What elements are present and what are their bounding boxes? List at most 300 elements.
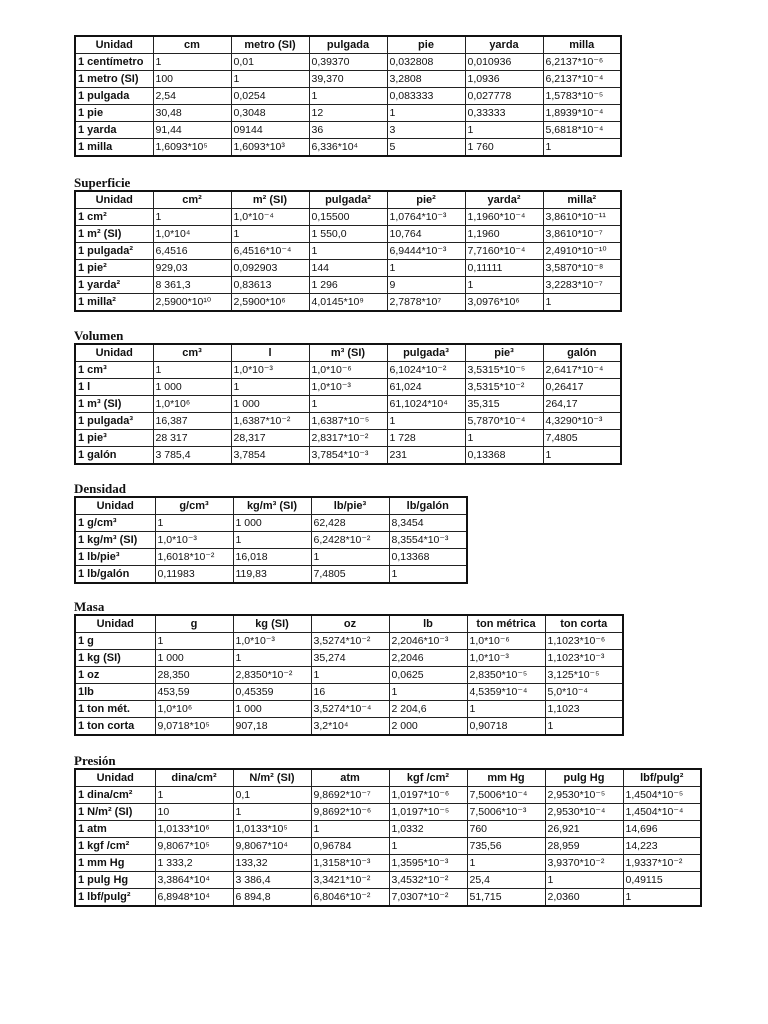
table-cell: 2,2046 — [389, 650, 467, 667]
table-cell: 10 — [155, 804, 233, 821]
table-cell: 5,6818*10⁻⁴ — [543, 122, 621, 139]
table-cell: 1 — [387, 413, 465, 430]
table-cell: 7,4805 — [543, 430, 621, 447]
header-row — [75, 344, 621, 362]
table-cell: 1 — [311, 667, 389, 684]
table-cell: 0,1 — [233, 787, 311, 804]
column-header: lbf/pulg² — [623, 769, 701, 787]
table-cell: 1 000 — [153, 379, 231, 396]
table-cell: 0,032808 — [387, 54, 465, 71]
table-cell: 0,010936 — [465, 54, 543, 71]
column-header: pulgada — [309, 36, 387, 54]
table-cell: 8,3454 — [389, 515, 467, 532]
column-header: m² (SI) — [231, 191, 309, 209]
table-cell: 3,3421*10⁻² — [311, 872, 389, 889]
table-cell: 14,696 — [623, 821, 701, 838]
row-label: 1 galón — [75, 447, 153, 465]
table-cell: 1 — [231, 379, 309, 396]
table-cell: 0,027778 — [465, 88, 543, 105]
row-label: 1 N/m² (SI) — [75, 804, 155, 821]
table-cell: 9,8067*10⁴ — [233, 838, 311, 855]
column-header: mm Hg — [467, 769, 545, 787]
table-cell: 231 — [387, 447, 465, 465]
table-cell: 2,54 — [153, 88, 231, 105]
table-cell: 3,2*10⁴ — [311, 718, 389, 736]
table-cell: 1,6093*10³ — [231, 139, 309, 157]
column-header: Unidad — [75, 497, 155, 515]
table-cell: 91,44 — [153, 122, 231, 139]
table-row — [75, 105, 621, 122]
table-cell: 30,48 — [153, 105, 231, 122]
column-header: kg/m³ (SI) — [233, 497, 311, 515]
row-label: 1 pie² — [75, 260, 153, 277]
table-cell: 1 — [543, 447, 621, 465]
column-header: l — [231, 344, 309, 362]
table-cell: 2,9530*10⁻⁵ — [545, 787, 623, 804]
table-cell: 1,6018*10⁻² — [155, 549, 233, 566]
table-cell: 2 204,6 — [389, 701, 467, 718]
table-cell: 6,1024*10⁻² — [387, 362, 465, 379]
table-cell: 0,13368 — [389, 549, 467, 566]
table-cell: 1 — [233, 804, 311, 821]
table-cell: 6,4516 — [153, 243, 231, 260]
table-row — [75, 532, 467, 549]
table-cell: 1,0*10⁶ — [155, 701, 233, 718]
table-cell: 1 760 — [465, 139, 543, 157]
table-cell: 25,4 — [467, 872, 545, 889]
column-header: pie³ — [465, 344, 543, 362]
table-cell: 3,5274*10⁻² — [311, 633, 389, 650]
column-header: pie² — [387, 191, 465, 209]
table-cell: 6,8948*10⁴ — [155, 889, 233, 907]
table-cell: 0,83613 — [231, 277, 309, 294]
table-row — [75, 139, 621, 157]
row-label: 1 pie³ — [75, 430, 153, 447]
table-cell: 2,8350*10⁻⁵ — [467, 667, 545, 684]
table-row — [75, 88, 621, 105]
table-cell: 3,2808 — [387, 71, 465, 88]
row-label: 1 pulgada³ — [75, 413, 153, 430]
table-row — [75, 243, 621, 260]
section-superficie — [74, 176, 622, 312]
table-cell: 1,3595*10⁻³ — [389, 855, 467, 872]
table-cell: 0,11111 — [465, 260, 543, 277]
row-label: 1 yarda² — [75, 277, 153, 294]
table-cell: 0,13368 — [465, 447, 543, 465]
table-cell: 1,0332 — [389, 821, 467, 838]
table-cell: 16 — [311, 684, 389, 701]
table-cell: 3,5315*10⁻² — [465, 379, 543, 396]
table-row — [75, 396, 621, 413]
table-cell: 1,0*10⁻³ — [467, 650, 545, 667]
table-cell: 8,3554*10⁻³ — [389, 532, 467, 549]
table-cell: 0,01 — [231, 54, 309, 71]
table-cell: 35,274 — [311, 650, 389, 667]
table-cell: 4,0145*10⁹ — [309, 294, 387, 312]
table-cell: 1 — [153, 54, 231, 71]
table-cell: 28,350 — [155, 667, 233, 684]
table-row — [75, 633, 623, 650]
column-header: ton corta — [545, 615, 623, 633]
table-cell: 7,5006*10⁻³ — [467, 804, 545, 821]
table-cell: 9,0718*10⁵ — [155, 718, 233, 736]
row-label: 1 milla² — [75, 294, 153, 312]
table-row — [75, 650, 623, 667]
table-cell: 1 — [231, 71, 309, 88]
table-cell: 1,1960*10⁻⁴ — [465, 209, 543, 226]
table-cell: 2,6417*10⁻⁴ — [543, 362, 621, 379]
table-cell: 1 000 — [155, 650, 233, 667]
table-cell: 0,49115 — [623, 872, 701, 889]
table-row — [75, 277, 621, 294]
table-cell: 28 317 — [153, 430, 231, 447]
table-cell: 0,96784 — [311, 838, 389, 855]
table-cell: 1 — [387, 260, 465, 277]
table-cell: 1,3158*10⁻³ — [311, 855, 389, 872]
table-cell: 6,336*10⁴ — [309, 139, 387, 157]
table-cell: 2,4910*10⁻¹⁰ — [543, 243, 621, 260]
table-row — [75, 209, 621, 226]
table-cell: 133,32 — [233, 855, 311, 872]
table-cell: 1 — [465, 277, 543, 294]
header-row — [75, 36, 621, 54]
table-cell: 9,8692*10⁻⁷ — [311, 787, 389, 804]
column-header: dina/cm² — [155, 769, 233, 787]
table-cell: 3,5315*10⁻⁵ — [465, 362, 543, 379]
header-row — [75, 191, 621, 209]
table-cell: 1 — [623, 889, 701, 907]
table-row — [75, 226, 621, 243]
row-label: 1 kg (SI) — [75, 650, 155, 667]
table-cell: 907,18 — [233, 718, 311, 736]
table-cell: 39,370 — [309, 71, 387, 88]
table-cell: 144 — [309, 260, 387, 277]
table-cell: 16,387 — [153, 413, 231, 430]
row-label: 1 g/cm³ — [75, 515, 155, 532]
table-cell: 9,8067*10⁵ — [155, 838, 233, 855]
column-header: milla — [543, 36, 621, 54]
table-cell: 61,1024*10⁴ — [387, 396, 465, 413]
table-cell: 2 000 — [389, 718, 467, 736]
column-header: Unidad — [75, 615, 155, 633]
section-title-superficie: Superficie — [74, 175, 131, 190]
table-cell: 1,0*10⁻³ — [155, 532, 233, 549]
table-cell: 0,33333 — [465, 105, 543, 122]
table-row — [75, 787, 701, 804]
table-row — [75, 684, 623, 701]
table-cell: 1 — [389, 566, 467, 584]
table-row — [75, 718, 623, 736]
table-cell: 3,5870*10⁻⁸ — [543, 260, 621, 277]
table-cell: 3,9370*10⁻² — [545, 855, 623, 872]
table-cell: 1 000 — [233, 701, 311, 718]
table-cell: 3,5274*10⁻⁴ — [311, 701, 389, 718]
table-cell: 3,0976*10⁶ — [465, 294, 543, 312]
table-row — [75, 872, 701, 889]
column-header: milla² — [543, 191, 621, 209]
row-label: 1 centímetro — [75, 54, 153, 71]
table-cell: 1,0*10⁻⁶ — [309, 362, 387, 379]
table-cell: 1,0*10⁻⁶ — [467, 633, 545, 650]
table-cell: 6,4516*10⁻⁴ — [231, 243, 309, 260]
table-cell: 1 — [389, 838, 467, 855]
table-cell: 6,2428*10⁻² — [311, 532, 389, 549]
row-label: 1 pulgada² — [75, 243, 153, 260]
table-cell: 6,2137*10⁻⁶ — [543, 54, 621, 71]
row-label: 1 lb/galón — [75, 566, 155, 584]
table-cell: 1 — [231, 226, 309, 243]
table-cell: 3,7854 — [231, 447, 309, 465]
row-label: 1 ton corta — [75, 718, 155, 736]
table-cell: 1,6387*10⁻⁵ — [309, 413, 387, 430]
table-cell: 2,2046*10⁻³ — [389, 633, 467, 650]
table-cell: 1 — [155, 633, 233, 650]
table-cell: 26,921 — [545, 821, 623, 838]
row-label: 1 pie — [75, 105, 153, 122]
table-cell: 1,4504*10⁻⁵ — [623, 787, 701, 804]
table-cell: 6 894,8 — [233, 889, 311, 907]
table-cell: 1,1960 — [465, 226, 543, 243]
table-cell: 7,5006*10⁻⁴ — [467, 787, 545, 804]
table-cell: 5,7870*10⁻⁴ — [465, 413, 543, 430]
table-row — [75, 855, 701, 872]
column-header: pulg Hg — [545, 769, 623, 787]
table-cell: 1,0*10⁻³ — [309, 379, 387, 396]
table-cell: 1 — [309, 396, 387, 413]
row-label: 1 atm — [75, 821, 155, 838]
column-header: kg (SI) — [233, 615, 311, 633]
table-cell: 1 333,2 — [155, 855, 233, 872]
row-label: 1 cm³ — [75, 362, 153, 379]
row-label: 1 kgf /cm² — [75, 838, 155, 855]
table-cell: 51,715 — [467, 889, 545, 907]
table-cell: 264,17 — [543, 396, 621, 413]
column-header: g — [155, 615, 233, 633]
table-cell: 1 — [543, 294, 621, 312]
column-header: galón — [543, 344, 621, 362]
table-cell: 3,125*10⁻⁵ — [545, 667, 623, 684]
column-header: Unidad — [75, 191, 153, 209]
table-cell: 3,8610*10⁻¹¹ — [543, 209, 621, 226]
table-cell: 2,0360 — [545, 889, 623, 907]
table-cell: 1 — [545, 718, 623, 736]
table-row — [75, 413, 621, 430]
table-row — [75, 515, 467, 532]
table-cell: 0,45359 — [233, 684, 311, 701]
table-row — [75, 260, 621, 277]
table-cell: 1,9337*10⁻² — [623, 855, 701, 872]
row-label: 1 m³ (SI) — [75, 396, 153, 413]
row-label: 1 milla — [75, 139, 153, 157]
table-cell: 1,0*10⁻³ — [231, 362, 309, 379]
table-cell: 2,9530*10⁻⁴ — [545, 804, 623, 821]
section-title-presion: Presión — [74, 753, 116, 768]
table-cell: 1,6093*10⁵ — [153, 139, 231, 157]
table-cell: 1,8939*10⁻⁴ — [543, 105, 621, 122]
table-cell: 0,0625 — [389, 667, 467, 684]
row-label: 1 metro (SI) — [75, 71, 153, 88]
table-cell: 3,4532*10⁻² — [389, 872, 467, 889]
column-header: metro (SI) — [231, 36, 309, 54]
table-cell: 5,0*10⁻⁴ — [545, 684, 623, 701]
table-cell: 100 — [153, 71, 231, 88]
table-cell: 1 — [311, 821, 389, 838]
table-cell: 7,0307*10⁻² — [389, 889, 467, 907]
table-cell: 1 296 — [309, 277, 387, 294]
table-cell: 12 — [309, 105, 387, 122]
table-row — [75, 821, 701, 838]
row-label: 1 oz — [75, 667, 155, 684]
table-cell: 3,7854*10⁻³ — [309, 447, 387, 465]
table-cell: 6,2137*10⁻⁴ — [543, 71, 621, 88]
table-cell: 16,018 — [233, 549, 311, 566]
column-header: cm³ — [153, 344, 231, 362]
table-cell: 1,0936 — [465, 71, 543, 88]
table-cell: 5 — [387, 139, 465, 157]
row-label: 1 kg/m³ (SI) — [75, 532, 155, 549]
column-header: yarda² — [465, 191, 543, 209]
table-cell: 0,092903 — [231, 260, 309, 277]
column-header: lb/pie³ — [311, 497, 389, 515]
table-cell: 1 000 — [233, 515, 311, 532]
header-row — [75, 769, 701, 787]
table-cell: 1 — [153, 362, 231, 379]
table-volumen — [74, 343, 622, 465]
table-row — [75, 804, 701, 821]
header-row — [75, 615, 623, 633]
table-cell: 1 — [389, 684, 467, 701]
column-header: kgf /cm² — [389, 769, 467, 787]
table-cell: 9 — [387, 277, 465, 294]
table-cell: 3 785,4 — [153, 447, 231, 465]
table-cell: 1 — [545, 872, 623, 889]
table-row — [75, 71, 621, 88]
column-header: ton métrica — [467, 615, 545, 633]
table-cell: 2,5900*10⁶ — [231, 294, 309, 312]
column-header: yarda — [465, 36, 543, 54]
row-label: 1lb — [75, 684, 155, 701]
table-row — [75, 667, 623, 684]
table-cell: 6,8046*10⁻² — [311, 889, 389, 907]
section-longitud — [74, 35, 622, 157]
table-cell: 1 — [155, 787, 233, 804]
table-cell: 4,3290*10⁻³ — [543, 413, 621, 430]
table-cell: 1,0*10⁻⁴ — [231, 209, 309, 226]
row-label: 1 cm² — [75, 209, 153, 226]
table-cell: 0,3048 — [231, 105, 309, 122]
table-cell: 1,1023 — [545, 701, 623, 718]
table-cell: 2,5900*10¹⁰ — [153, 294, 231, 312]
table-cell: 0,0254 — [231, 88, 309, 105]
column-header: lb — [389, 615, 467, 633]
column-header: Unidad — [75, 344, 153, 362]
table-presion — [74, 768, 702, 907]
table-cell: 1 728 — [387, 430, 465, 447]
table-cell: 1 — [467, 855, 545, 872]
table-cell: 0,26417 — [543, 379, 621, 396]
table-cell: 6,9444*10⁻³ — [387, 243, 465, 260]
row-label: 1 mm Hg — [75, 855, 155, 872]
table-cell: 1 — [467, 701, 545, 718]
table-cell: 3,8610*10⁻⁷ — [543, 226, 621, 243]
column-header: pulgada³ — [387, 344, 465, 362]
table-row — [75, 889, 701, 907]
table-cell: 2,7878*10⁷ — [387, 294, 465, 312]
section-densidad — [74, 482, 468, 584]
table-cell: 1,0*10⁻³ — [233, 633, 311, 650]
column-header: m³ (SI) — [309, 344, 387, 362]
column-header: cm — [153, 36, 231, 54]
table-cell: 0,39370 — [309, 54, 387, 71]
table-longitud — [74, 35, 622, 157]
column-header: Unidad — [75, 769, 155, 787]
table-cell: 1 — [543, 139, 621, 157]
header-row — [75, 497, 467, 515]
table-row — [75, 54, 621, 71]
section-volumen — [74, 329, 622, 465]
table-row — [75, 447, 621, 465]
table-cell: 4,5359*10⁻⁴ — [467, 684, 545, 701]
table-cell: 1,5783*10⁻⁵ — [543, 88, 621, 105]
row-label: 1 dina/cm² — [75, 787, 155, 804]
row-label: 1 m² (SI) — [75, 226, 153, 243]
row-label: 1 l — [75, 379, 153, 396]
table-cell: 0,90718 — [467, 718, 545, 736]
table-cell: 1 — [309, 88, 387, 105]
table-cell: 36 — [309, 122, 387, 139]
column-header: Unidad — [75, 36, 153, 54]
column-header: lb/galón — [389, 497, 467, 515]
table-cell: 28,959 — [545, 838, 623, 855]
column-header: pie — [387, 36, 465, 54]
table-cell: 09144 — [231, 122, 309, 139]
table-cell: 10,764 — [387, 226, 465, 243]
table-cell: 2,8317*10⁻² — [309, 430, 387, 447]
table-cell: 1,6387*10⁻² — [231, 413, 309, 430]
table-row — [75, 566, 467, 584]
table-cell: 1,0133*10⁵ — [233, 821, 311, 838]
table-cell: 1 — [233, 650, 311, 667]
row-label: 1 lbf/pulg² — [75, 889, 155, 907]
table-cell: 1 — [311, 549, 389, 566]
table-cell: 1 — [465, 430, 543, 447]
section-title-masa: Masa — [74, 599, 105, 614]
table-cell: 1 — [309, 243, 387, 260]
section-title-densidad: Densidad — [74, 481, 127, 496]
table-cell: 735,56 — [467, 838, 545, 855]
table-row — [75, 838, 701, 855]
table-cell: 28,317 — [231, 430, 309, 447]
table-cell: 760 — [467, 821, 545, 838]
table-cell: 1,1023*10⁻³ — [545, 650, 623, 667]
table-superficie — [74, 190, 622, 312]
table-cell: 1 — [387, 105, 465, 122]
table-cell: 119,83 — [233, 566, 311, 584]
section-presion — [74, 754, 702, 907]
table-cell: 9,8692*10⁻⁶ — [311, 804, 389, 821]
table-masa — [74, 614, 624, 736]
row-label: 1 g — [75, 633, 155, 650]
table-cell: 929,03 — [153, 260, 231, 277]
table-cell: 1 — [155, 515, 233, 532]
row-label: 1 pulg Hg — [75, 872, 155, 889]
table-cell: 1 550,0 — [309, 226, 387, 243]
column-header: pulgada² — [309, 191, 387, 209]
table-densidad — [74, 496, 468, 584]
column-header: cm² — [153, 191, 231, 209]
table-cell: 1 — [465, 122, 543, 139]
table-cell: 453,59 — [155, 684, 233, 701]
